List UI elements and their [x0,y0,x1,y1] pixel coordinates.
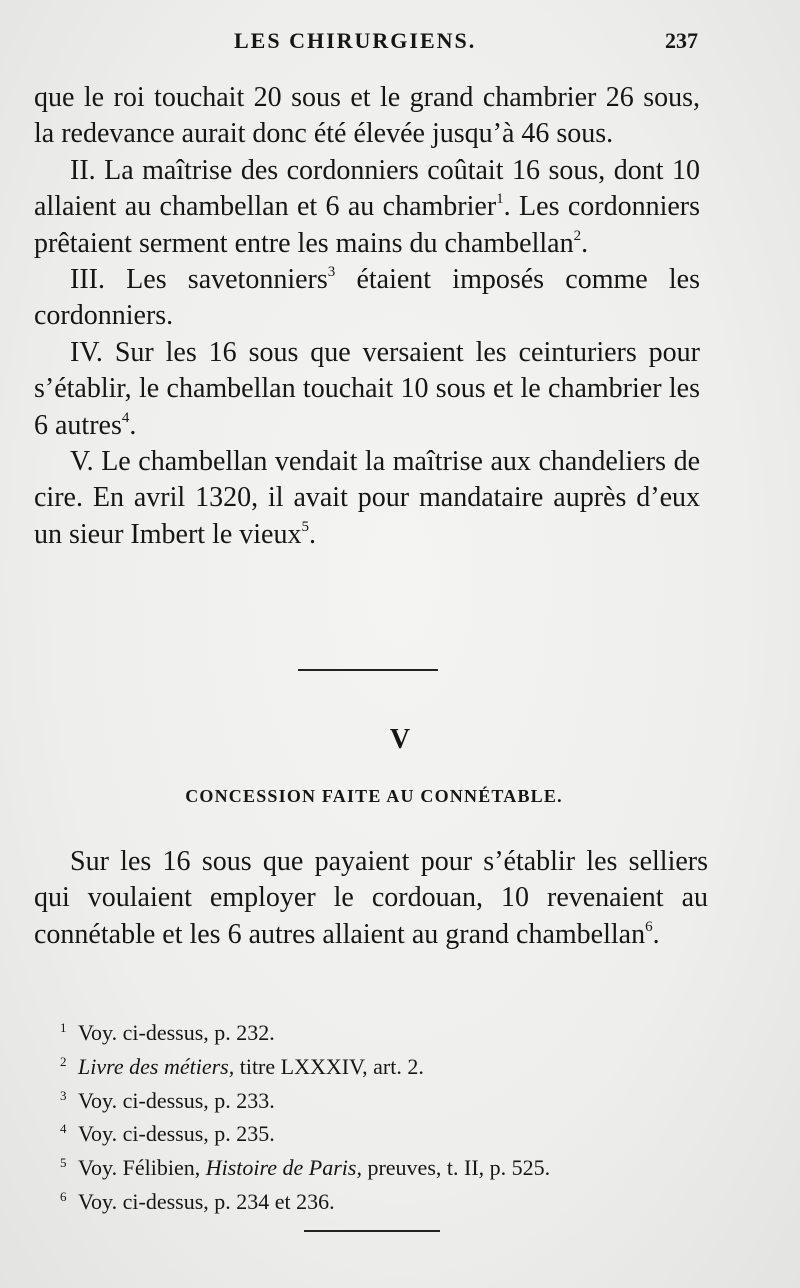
footnote-ref: 6 [645,918,653,935]
body-text [34,80,700,553]
paragraph-iv [34,335,700,444]
footnote-ref: 3 [327,264,336,281]
footnote-text: Voy. ci-dessus, p. 233. [78,1087,275,1113]
paragraph-iii [34,262,700,335]
footnote-ref: 5 [301,518,309,535]
footnote-text: Voy. ci-dessus, p. 232. [78,1020,275,1045]
section-title: CONCESSION FAITE AU CONNÉTABLE. [185,786,563,806]
footnote-mark: 1 [60,1020,67,1035]
footnote-italic: Livre des métiers, [78,1053,235,1079]
footnote [60,1183,720,1217]
footnote [60,1149,720,1183]
footnote-text: Voy. ci-dessus, p. 235. [78,1121,275,1147]
paragraph-ii [34,153,700,262]
paragraph-text: . [129,409,137,441]
footnote [60,1082,720,1116]
paragraph-continuation [34,80,700,153]
paragraph-text: étaient imposés comme les cordonniers. [34,264,700,332]
footnote-mark: 5 [60,1155,67,1171]
footnote-text: titre LXXXIV, art. 2. [234,1053,424,1079]
section-divider [298,669,438,671]
footnote-italic: Histoire de Paris, [205,1155,362,1181]
paragraph-text: II. La maîtrise des cordonniers coûtait 16 sous, dont 10 allaient au chambellan et 6 au chambrier [34,154,700,223]
footnote-text: preuves, t. II, p. 525. [361,1155,551,1181]
section-body [34,844,708,953]
footnote-text: Voy. Félibien, [78,1155,206,1181]
paragraph-text: III. Les savetonniers [70,264,328,296]
paragraph-text: IV. Sur les 16 sous que versaient les ceinturiers pour s’établir, le chambellan touchait 10 sous et le chambrier les 6 autres [34,336,700,441]
end-rule [304,1230,440,1232]
footnote-mark: 6 [60,1188,67,1204]
footnote-mark: 3 [60,1087,67,1103]
footnote-ref: 4 [121,409,130,426]
page-header [34,28,698,64]
running-title: LES CHIRURGIENS. [234,28,477,53]
footnote-ref: 1 [496,191,504,208]
footnote-mark: 2 [60,1053,67,1069]
section-number: V [389,724,411,755]
footnote [60,1115,720,1149]
footnote-text: Voy. ci-dessus, p. 234 et 236. [78,1188,335,1214]
footnote-mark: 4 [60,1121,67,1137]
paragraph-text: que le roi touchait 20 sous et le grand chambrier 26 sous, la redevance aurait donc été élevée jusqu’à 46 sous. [34,82,700,150]
paragraph-text: . [308,518,316,550]
paragraph-text: Sur les 16 sous que payaient pour s’établir les selliers qui voulaient employer le cordouan, 10 revenaient au connétable et les 6 autres allaient au grand chambellan [34,846,708,950]
page-number: 237 [665,28,698,53]
footnote-ref: 2 [573,227,582,244]
paragraph-text: . [581,227,589,259]
paragraph-v [34,444,700,553]
paragraph-text: . [652,918,660,950]
paragraph-text: V. Le chambellan vendait la maîtrise aux chandeliers de cire. En avril 1320, il avait pour mandataire auprès d’eux un sieur Imbert le vieux [34,446,700,550]
section-paragraph [34,844,708,953]
footnotes [60,1014,720,1217]
footnote [60,1014,720,1048]
paragraph-text: . Les cordonniers prêtaient serment entre les mains du chambellan [34,191,700,259]
footnote [60,1048,720,1082]
